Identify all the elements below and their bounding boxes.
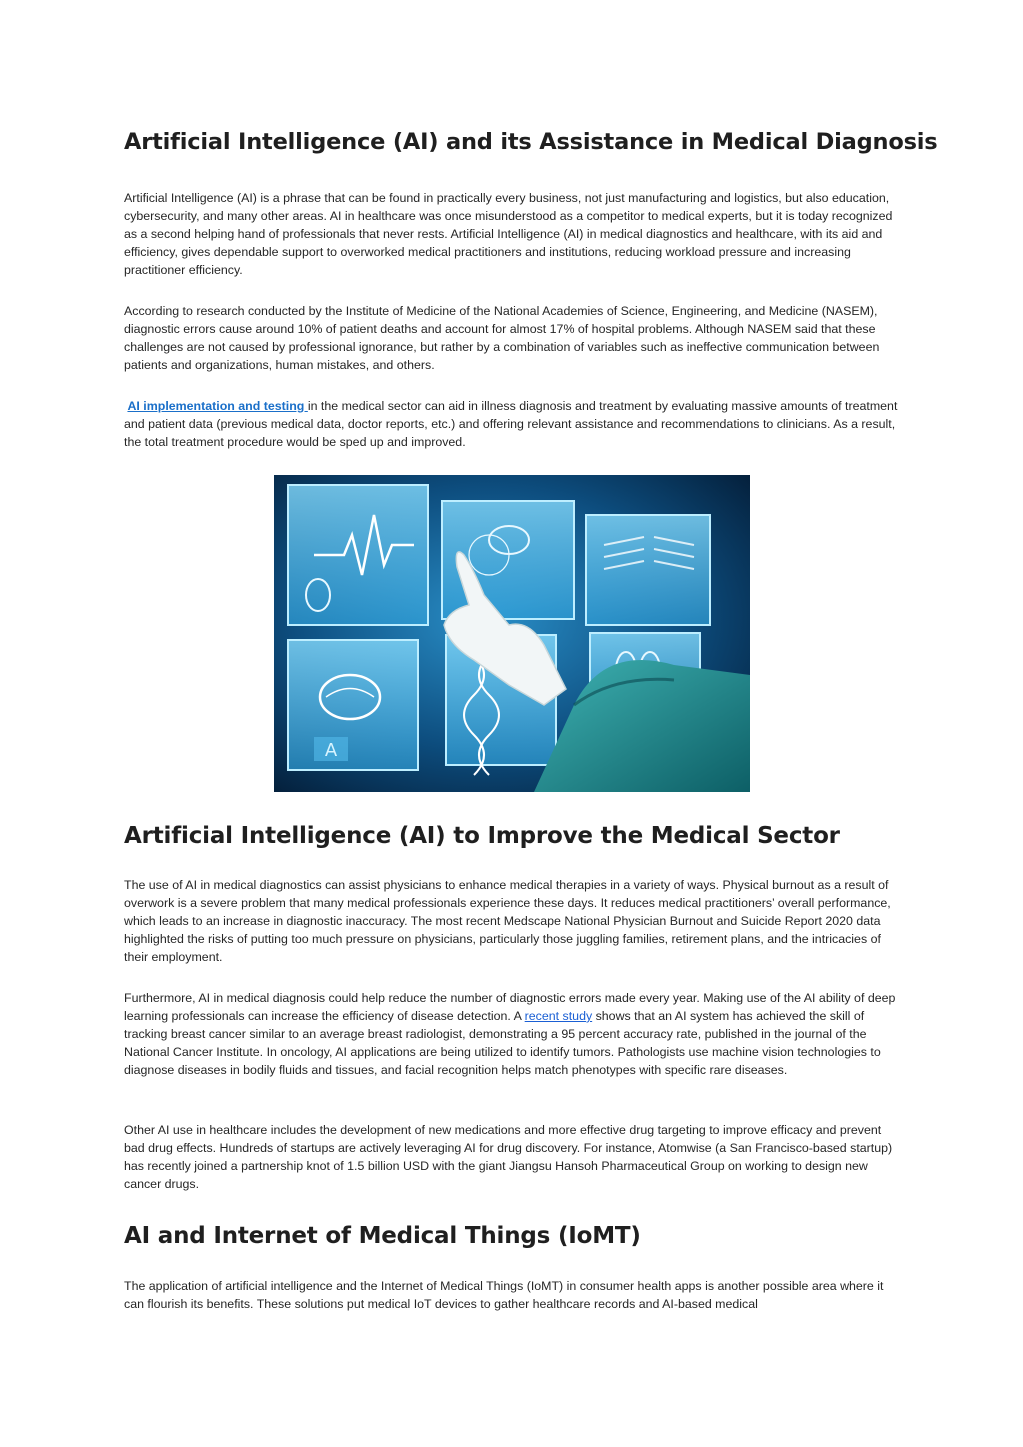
paragraph-nasem: According to research conducted by the Institute of Medicine of the National Academies of Science, Engineering, and Medicine (NASEM), diagnostic errors cause around 10% of patient deaths and account for almost 17% of hospital problems. Although NASEM said that these challenges are not caused by professional ignorance, but rather by a combination of variables such as ineffective communication between patients and organizations, human mistakes, and others. [124,304,880,372]
paragraph-diagnostic-errors-text-a: Furthermore, AI in medical diagnosis could help reduce the number of diagnostic errors made every year. Making use of the AI ability of deep learning professionals can increase the efficiency of disease detection. A [124,991,896,1023]
medical-ai-image [274,475,750,792]
recent-study-link[interactable]: recent study [524,1008,593,1023]
image-letter: A [324,740,338,761]
paragraph-intro: Artificial Intelligence (AI) is a phrase that can be found in practically every business, not just manufacturing and logistics, but also education, cybersecurity, and many other areas. AI in healthcare was once misunderstood as a competitor to medical experts, but it is today recognized as a second helping hand of professionals that never rests. Artificial Intelligence (AI) in medical diagnostics and healthcare, with its aid and efficiency, gives dependable support to overworked medical practitioners and institutions, reducing workload pressure and increasing practitioner efficiency. [124,191,893,277]
paragraph-implementation-text: in the medical sector can aid in illness diagnosis and treatment by evaluating massive amounts of treatment and patient data (previous medical data, doctor reports, etc.) and offering relevant assistance and recommendations to clinicians. As a result, the total treatment procedure would be sped up and improved. [124,399,898,449]
section-heading-improve: Artificial Intelligence (AI) to Improve the Medical Sector [124,823,840,849]
paragraph-burnout: The use of AI in medical diagnostics can assist physicians to enhance medical therapies in a variety of ways. Physical burnout as a result of overwork is a severe problem that many medical professionals experience these days. It reduces medical practitioners’ overall performance, which leads to an increase in diagnostic inaccuracy. The most recent Medscape National Physician Burnout and Suicide Report 2020 data highlighted the risks of putting too much pressure on physicians, particularly those juggling families, retirement plans, and the intricacies of their employment. [124,878,891,964]
ai-implementation-link[interactable]: AI implementation and testing [127,399,308,413]
paragraph-implementation [124,398,904,452]
paragraph-diagnostic-errors [124,990,904,1080]
paragraph-iomt: The application of artificial intelligence and the Internet of Medical Things (IoMT) in consumer health apps is another possible area where it can flourish its benefits. These solutions put medical IoT devices to gather healthcare records and AI-based medical [124,1279,884,1311]
paragraph-drug-discovery: Other AI use in healthcare includes the development of new medications and more effective drug targeting to improve efficacy and prevent bad drug effects. Hundreds of startups are actively leveraging AI for drug discovery. For instance, Atomwise (a San Francisco-based startup) has recently joined a partnership knot of 1.5 billion USD with the giant Jiangsu Hansoh Pharmaceutical Group on working to design new cancer drugs. [124,1123,893,1191]
section-heading-iomt: AI and Internet of Medical Things (IoMT) [124,1223,641,1249]
paragraph-diagnostic-errors-text-b: shows that an AI system has achieved the skill of tracking breast cancer similar to an average breast radiologist, demonstrating a 95 percent accuracy rate, published in the journal of the National Cancer Institute. In oncology, AI applications are being utilized to identify tumors. Pathologists use machine vision technologies to diagnose diseases in bodily fluids and tissues, and facial recognition helps match phenotypes with specific rare diseases. [124,1008,881,1077]
page-title: Artificial Intelligence (AI) and its Assistance in Medical Diagnosis [124,129,938,155]
